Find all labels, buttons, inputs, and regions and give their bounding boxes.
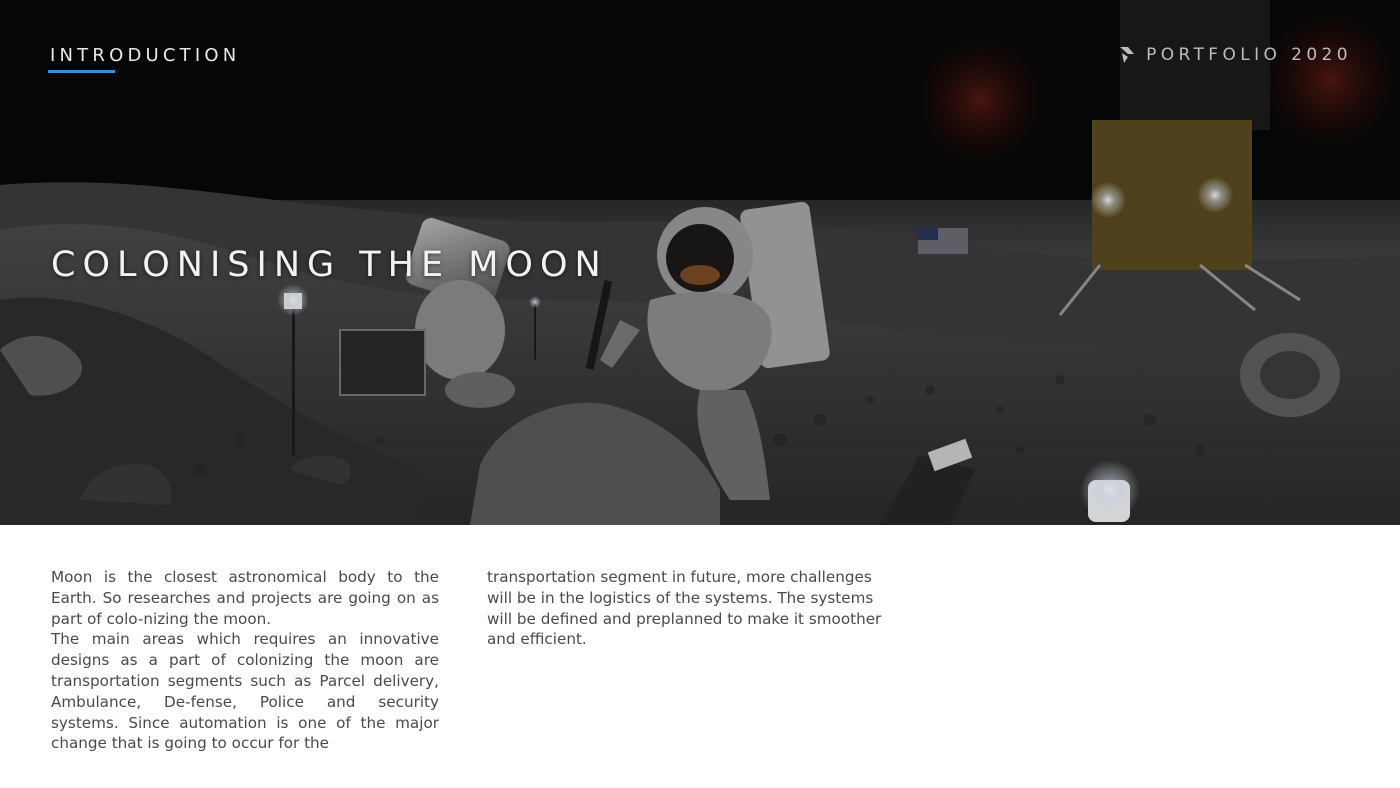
portfolio-badge [1118,45,1352,65]
section-underline [48,70,115,73]
portfolio-label: PORTFOLIO 2020 [1146,45,1352,65]
section-label: INTRODUCTION [50,45,241,66]
body-text-right [487,567,899,650]
body-text-left [51,567,439,754]
paragraph-intro: Moon is the closest astronomical body to the Earth. So researches and projects are going on as part of colo-nizing the moon. [51,568,439,628]
brand-logo-icon [1118,45,1136,65]
page-title: COLONISING THE MOON [51,245,608,285]
paragraph-continuation: transportation segment in future, more challenges will be in the logistics of the systems. The systems will be defined and preplanned to make it smoother and efficient. [487,568,882,649]
paragraph-main-areas: The main areas which requires an innovative designs as a part of colonizing the moon are transportation segments such as Parcel delivery, Ambulance, De-fense, Police and security systems. Since automation is one of the major change that is going to occur for the [51,630,439,753]
